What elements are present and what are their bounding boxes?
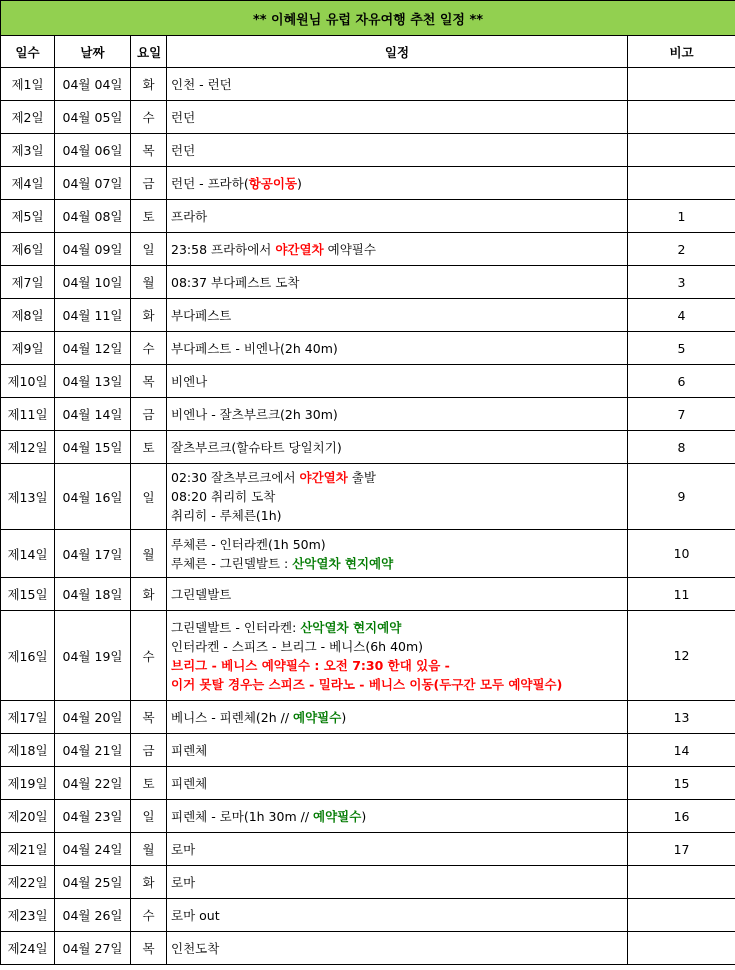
- weekday-cell: 목: [131, 134, 167, 167]
- day-cell: 제15일: [1, 578, 55, 611]
- table-row: [1, 932, 735, 965]
- date-cell: 04월 17일: [55, 530, 131, 578]
- weekday-cell: 화: [131, 68, 167, 101]
- date-cell: 04월 20일: [55, 701, 131, 734]
- table-row: [1, 233, 735, 266]
- plan-cell: [167, 134, 628, 167]
- table-row: [1, 578, 735, 611]
- day-cell: 제16일: [1, 611, 55, 701]
- plan-cell: [167, 611, 628, 701]
- weekday-cell: 월: [131, 530, 167, 578]
- highlight-green-text: 예약필수: [313, 808, 362, 824]
- day-cell: 제12일: [1, 431, 55, 464]
- plan-cell: [167, 578, 628, 611]
- plan-text: 런던: [171, 142, 196, 158]
- note-cell: 2: [628, 233, 735, 266]
- plan-text: ): [361, 808, 367, 824]
- plan-text: 인천도착: [171, 940, 220, 956]
- day-cell: 제14일: [1, 530, 55, 578]
- plan-cell: [167, 101, 628, 134]
- highlight-red-text: 야간열차: [275, 241, 324, 257]
- weekday-cell: 금: [131, 734, 167, 767]
- plan-line: [171, 675, 621, 694]
- title-row: [1, 1, 735, 36]
- date-cell: 04월 15일: [55, 431, 131, 464]
- plan-line: [171, 618, 621, 637]
- note-cell: 17: [628, 833, 735, 866]
- date-cell: 04월 13일: [55, 365, 131, 398]
- plan-text: ): [297, 175, 302, 191]
- plan-text: 피렌체: [171, 775, 208, 791]
- highlight-green-text: 산악열차 현지예약: [292, 555, 394, 571]
- plan-line: [171, 487, 621, 506]
- day-cell: 제9일: [1, 332, 55, 365]
- plan-text: 로마 out: [171, 907, 220, 923]
- plan-cell: [167, 833, 628, 866]
- weekday-cell: 토: [131, 200, 167, 233]
- note-cell: 15: [628, 767, 735, 800]
- date-cell: 04월 18일: [55, 578, 131, 611]
- column-header-weekday: 요일: [131, 36, 167, 68]
- table-row: [1, 332, 735, 365]
- plan-cell: [167, 767, 628, 800]
- date-cell: 04월 14일: [55, 398, 131, 431]
- weekday-cell: 수: [131, 101, 167, 134]
- note-cell: [628, 134, 735, 167]
- plan-text: 그린델발트: [171, 586, 232, 602]
- plan-line: [171, 75, 621, 94]
- note-cell: 12: [628, 611, 735, 701]
- day-cell: 제4일: [1, 167, 55, 200]
- plan-line: [171, 840, 621, 859]
- date-cell: 04월 10일: [55, 266, 131, 299]
- plan-text: 출발: [347, 470, 376, 485]
- plan-cell: [167, 431, 628, 464]
- highlight-red-text: 브리그 - 베니스 예약필수 : 오전 7:30 한대 있음 -: [171, 657, 450, 673]
- plan-cell: [167, 332, 628, 365]
- date-cell: 04월 04일: [55, 68, 131, 101]
- plan-text: 베니스 - 피렌체(2h //: [171, 709, 294, 725]
- plan-text: 인천 - 런던: [171, 76, 232, 92]
- column-header-date: 날짜: [55, 36, 131, 68]
- plan-text: 프라하: [171, 208, 208, 224]
- day-cell: 제18일: [1, 734, 55, 767]
- day-cell: 제8일: [1, 299, 55, 332]
- header-row: [1, 36, 735, 68]
- date-cell: 04월 19일: [55, 611, 131, 701]
- plan-cell: [167, 464, 628, 530]
- day-cell: 제17일: [1, 701, 55, 734]
- plan-text: 로마: [171, 874, 196, 890]
- note-cell: [628, 866, 735, 899]
- plan-cell: [167, 398, 628, 431]
- table-row: [1, 530, 735, 578]
- table-row: [1, 734, 735, 767]
- plan-line: [171, 306, 621, 325]
- plan-cell: [167, 266, 628, 299]
- day-cell: 제6일: [1, 233, 55, 266]
- table-row: [1, 200, 735, 233]
- plan-text: 로마: [171, 841, 196, 857]
- date-cell: 04월 11일: [55, 299, 131, 332]
- table-row: [1, 866, 735, 899]
- note-cell: 13: [628, 701, 735, 734]
- weekday-cell: 일: [131, 464, 167, 530]
- plan-line: [171, 535, 621, 554]
- table-row: [1, 134, 735, 167]
- plan-line: [171, 405, 621, 424]
- plan-line: [171, 141, 621, 160]
- weekday-cell: 월: [131, 833, 167, 866]
- day-cell: 제1일: [1, 68, 55, 101]
- plan-text: 비엔나: [171, 373, 208, 389]
- weekday-cell: 금: [131, 167, 167, 200]
- note-cell: 4: [628, 299, 735, 332]
- plan-line: [171, 554, 621, 573]
- note-cell: 11: [628, 578, 735, 611]
- table-row: [1, 701, 735, 734]
- weekday-cell: 토: [131, 431, 167, 464]
- plan-line: [171, 708, 621, 727]
- table-row: [1, 365, 735, 398]
- note-cell: 7: [628, 398, 735, 431]
- table-row: [1, 611, 735, 701]
- column-header-note: 비고: [628, 36, 735, 68]
- plan-line: [171, 438, 621, 457]
- day-cell: 제13일: [1, 464, 55, 530]
- note-cell: 8: [628, 431, 735, 464]
- plan-line: [171, 637, 621, 656]
- note-cell: [628, 932, 735, 965]
- plan-line: [171, 807, 621, 826]
- plan-cell: [167, 299, 628, 332]
- table-row: [1, 833, 735, 866]
- day-cell: 제3일: [1, 134, 55, 167]
- day-cell: 제23일: [1, 899, 55, 932]
- weekday-cell: 화: [131, 866, 167, 899]
- plan-cell: [167, 800, 628, 833]
- note-cell: 14: [628, 734, 735, 767]
- table-row: [1, 431, 735, 464]
- date-cell: 04월 21일: [55, 734, 131, 767]
- note-cell: 10: [628, 530, 735, 578]
- plan-line: [171, 906, 621, 925]
- highlight-green-text: 예약필수: [293, 709, 342, 725]
- weekday-cell: 월: [131, 266, 167, 299]
- note-cell: [628, 68, 735, 101]
- plan-line: [171, 656, 621, 675]
- day-cell: 제5일: [1, 200, 55, 233]
- plan-text: 그린델발트 - 인터라켄:: [171, 619, 301, 635]
- highlight-red-text: 이거 못탈 경우는 스피즈 - 밀라노 - 베니스 이동(두구간 모두 예약필수): [171, 676, 563, 692]
- plan-text: 부다페스트 - 비엔나(2h 40m): [171, 340, 338, 356]
- weekday-cell: 화: [131, 299, 167, 332]
- date-cell: 04월 24일: [55, 833, 131, 866]
- highlight-red-text: 항공이동: [248, 175, 298, 191]
- weekday-cell: 일: [131, 233, 167, 266]
- note-cell: [628, 167, 735, 200]
- day-cell: 제21일: [1, 833, 55, 866]
- table-row: [1, 464, 735, 530]
- plan-line: [171, 240, 621, 259]
- table-row: [1, 299, 735, 332]
- plan-line: [171, 774, 621, 793]
- table-row: [1, 266, 735, 299]
- page-title: ** 이혜원님 유럽 자유여행 추천 일정 **: [1, 1, 735, 36]
- weekday-cell: 화: [131, 578, 167, 611]
- highlight-green-text: 산악열차 현지예약: [300, 619, 402, 635]
- plan-cell: [167, 200, 628, 233]
- weekday-cell: 목: [131, 365, 167, 398]
- note-cell: 5: [628, 332, 735, 365]
- date-cell: 04월 22일: [55, 767, 131, 800]
- day-cell: 제24일: [1, 932, 55, 965]
- plan-cell: [167, 734, 628, 767]
- note-cell: 9: [628, 464, 735, 530]
- column-header-plan: 일정: [167, 36, 628, 68]
- day-cell: 제11일: [1, 398, 55, 431]
- table-row: [1, 68, 735, 101]
- plan-line: [171, 339, 621, 358]
- plan-line: [171, 939, 621, 958]
- plan-text: 02:30 잘츠부르크에서: [171, 470, 300, 485]
- note-cell: 6: [628, 365, 735, 398]
- plan-cell: [167, 233, 628, 266]
- day-cell: 제19일: [1, 767, 55, 800]
- plan-text: 루체른 - 그린델발트 :: [171, 555, 293, 571]
- plan-line: [171, 506, 621, 525]
- weekday-cell: 토: [131, 767, 167, 800]
- date-cell: 04월 26일: [55, 899, 131, 932]
- plan-text: 인터라켄 - 스피즈 - 브리그 - 베니스(6h 40m): [171, 638, 424, 654]
- weekday-cell: 수: [131, 899, 167, 932]
- plan-text: ): [341, 709, 347, 725]
- plan-line: [171, 873, 621, 892]
- plan-text: 피렌체 - 로마(1h 30m //: [171, 808, 314, 824]
- note-cell: 1: [628, 200, 735, 233]
- date-cell: 04월 05일: [55, 101, 131, 134]
- plan-line: [171, 468, 621, 487]
- plan-text: 취리히 - 루체른(1h): [171, 508, 282, 523]
- date-cell: 04월 27일: [55, 932, 131, 965]
- weekday-cell: 수: [131, 611, 167, 701]
- table-row: [1, 167, 735, 200]
- date-cell: 04월 06일: [55, 134, 131, 167]
- plan-cell: [167, 932, 628, 965]
- weekday-cell: 일: [131, 800, 167, 833]
- plan-line: [171, 741, 621, 760]
- table-row: [1, 899, 735, 932]
- date-cell: 04월 08일: [55, 200, 131, 233]
- plan-text: 잘츠부르크(할슈타트 당일치기): [171, 439, 342, 455]
- plan-line: [171, 585, 621, 604]
- table-row: [1, 800, 735, 833]
- date-cell: 04월 09일: [55, 233, 131, 266]
- plan-text: 피렌체: [171, 742, 208, 758]
- date-cell: 04월 16일: [55, 464, 131, 530]
- weekday-cell: 목: [131, 932, 167, 965]
- date-cell: 04월 23일: [55, 800, 131, 833]
- plan-text: 비엔나 - 잘츠부르크(2h 30m): [171, 406, 338, 422]
- plan-cell: [167, 167, 628, 200]
- plan-cell: [167, 899, 628, 932]
- plan-text: 23:58 프라하에서: [171, 241, 276, 257]
- plan-line: [171, 273, 621, 292]
- plan-text: 08:37 부다페스트 도착: [171, 274, 300, 290]
- weekday-cell: 금: [131, 398, 167, 431]
- plan-line: [171, 207, 621, 226]
- day-cell: 제20일: [1, 800, 55, 833]
- table-row: [1, 101, 735, 134]
- date-cell: 04월 07일: [55, 167, 131, 200]
- plan-cell: [167, 530, 628, 578]
- plan-line: [171, 372, 621, 391]
- plan-text: 런던: [171, 109, 196, 125]
- plan-line: [171, 108, 621, 127]
- highlight-red-text: 야간열차: [299, 470, 348, 485]
- note-cell: [628, 101, 735, 134]
- plan-text: 부다페스트: [171, 307, 232, 323]
- note-cell: 3: [628, 266, 735, 299]
- note-cell: 16: [628, 800, 735, 833]
- column-header-day: 일수: [1, 36, 55, 68]
- note-cell: [628, 899, 735, 932]
- weekday-cell: 수: [131, 332, 167, 365]
- day-cell: 제2일: [1, 101, 55, 134]
- date-cell: 04월 12일: [55, 332, 131, 365]
- day-cell: 제7일: [1, 266, 55, 299]
- weekday-cell: 목: [131, 701, 167, 734]
- day-cell: 제10일: [1, 365, 55, 398]
- plan-cell: [167, 68, 628, 101]
- plan-cell: [167, 701, 628, 734]
- day-cell: 제22일: [1, 866, 55, 899]
- plan-text: 08:20 취리히 도착: [171, 489, 276, 504]
- table-row: [1, 767, 735, 800]
- plan-line: [171, 174, 621, 193]
- table-row: [1, 398, 735, 431]
- plan-cell: [167, 866, 628, 899]
- date-cell: 04월 25일: [55, 866, 131, 899]
- plan-cell: [167, 365, 628, 398]
- plan-text: 루체른 - 인터라켄(1h 50m): [171, 536, 326, 552]
- plan-text: 런던 - 프라하(: [171, 175, 249, 191]
- plan-text: 예약필수: [323, 241, 376, 257]
